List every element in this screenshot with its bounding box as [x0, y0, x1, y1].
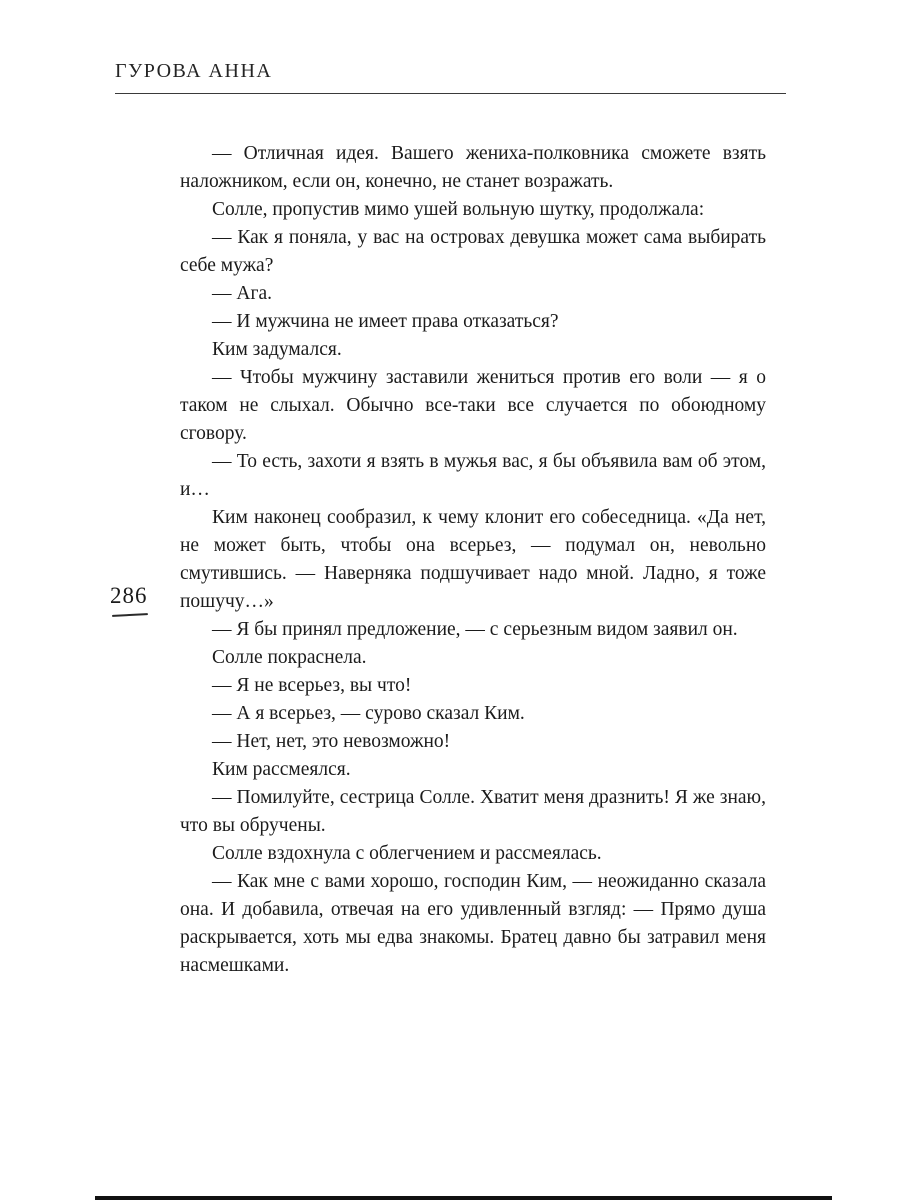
paragraph: — Как я поняла, у вас на островах девушка может сама выбирать себе мужа? — [180, 227, 766, 276]
body-text — [180, 140, 766, 980]
page-number-underline — [112, 613, 148, 617]
header-rule — [115, 93, 786, 94]
paragraph: Ким рассмеялся. — [212, 759, 351, 780]
paragraph: — Чтобы мужчину заставили жениться против его воли — я о таком не слыхал. Обычно все-таки все случается по обоюдному сговору. — [180, 367, 766, 444]
paragraph: Солле, пропустив мимо ушей вольную шутку, продолжала: — [212, 199, 705, 220]
paragraph: — Отличная идея. Вашего жениха-полковника сможете взять наложником, если он, конечно, не станет возражать. — [180, 143, 766, 192]
paragraph: — А я всерьез, — сурово сказал Ким. — [212, 703, 525, 724]
paragraph: Солле вздохнула с облегчением и рассмеялась. — [212, 843, 602, 864]
paragraph: — Я бы принял предложение, — с серьезным видом заявил он. — [212, 619, 738, 640]
paragraph: — Ага. — [212, 283, 272, 304]
paragraph: — Нет, нет, это невозможно! — [212, 731, 451, 752]
page-bottom-edge — [95, 1196, 832, 1200]
paragraph: — То есть, захоти я взять в мужья вас, я бы объявила вам об этом, и… — [180, 451, 766, 500]
paragraph: Солле покраснела. — [212, 647, 367, 668]
page-number — [110, 583, 148, 616]
paragraph: — Как мне с вами хорошо, господин Ким, — неожиданно сказала она. И добавила, отвечая на его удивленный взгляд: — Прямо душа раскрывается, хоть мы едва знакомы. Братец давно бы затравил меня насмешками. — [180, 871, 766, 976]
paragraph: — Помилуйте, сестрица Солле. Хватит меня дразнить! Я же знаю, что вы обручены. — [180, 787, 766, 836]
running-header — [115, 60, 786, 94]
paragraph: — И мужчина не имеет права отказаться? — [212, 311, 559, 332]
paragraph: Ким наконец сообразил, к чему клонит его собеседница. «Да нет, не может быть, чтобы она всерьез, — подумал он, невольно смутившись. — Наверняка подшучивает надо мной. Ладно, я тоже пошучу…» — [180, 507, 766, 612]
author-header: ГУРОВА АННА — [115, 60, 273, 82]
paragraph: — Я не всерьез, вы что! — [212, 675, 412, 696]
page-number-value: 286 — [110, 583, 148, 608]
paragraph: Ким задумался. — [212, 339, 342, 360]
